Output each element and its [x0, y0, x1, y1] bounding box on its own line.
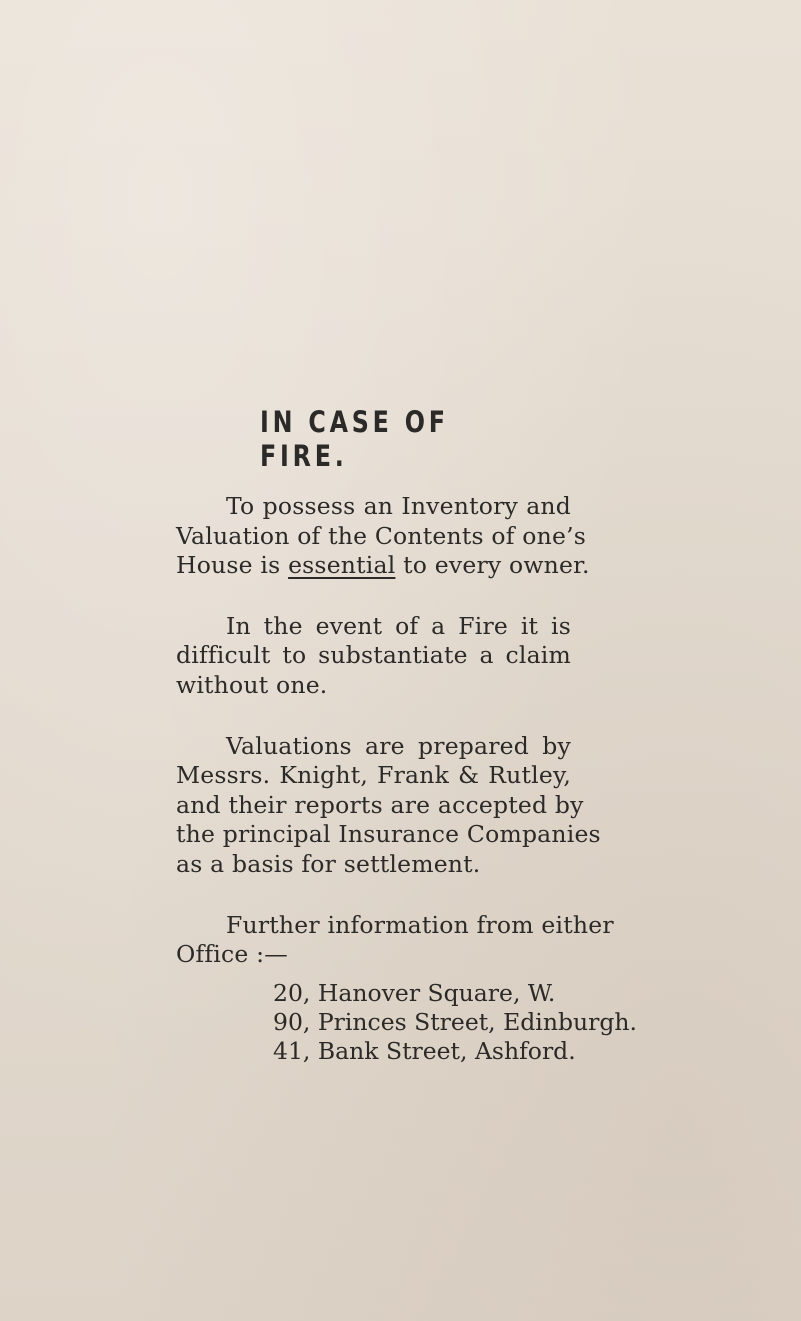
paragraph-fire-claim — [176, 612, 571, 701]
paragraph-valuations — [176, 731, 601, 880]
underlined-word: essential — [288, 551, 396, 580]
paragraph-further-info — [176, 910, 614, 970]
office-address: 90, Princes Street, Edinburgh. — [273, 1007, 638, 1036]
paragraph-line: Office :— — [176, 940, 288, 969]
paragraph-inventory — [176, 492, 590, 581]
paragraph-line: the principal Insurance Companies — [176, 820, 601, 849]
paragraph-line: Messrs. Knight, Frank & Rutley, — [176, 761, 571, 790]
paragraph-line: To possess an Inventory and — [226, 492, 571, 520]
paragraph-line: and their reports are accepted by — [176, 790, 584, 819]
paragraph-line: Valuation of the Contents of one’s — [176, 521, 587, 550]
office-address: 41, Bank Street, Ashford. — [273, 1036, 576, 1065]
paragraph-line: as a basis for settlement. — [176, 849, 481, 878]
text-span: to every owner. — [395, 551, 590, 580]
paragraph-line: In the event of a Fire it is — [226, 611, 571, 640]
office-address: 20, Hanover Square, W. — [273, 978, 556, 1007]
paragraph-line: Further information from either — [226, 910, 614, 939]
paragraph-line: without one. — [176, 670, 328, 699]
notice-content — [176, 405, 638, 1066]
text-span: House is — [176, 551, 289, 580]
paragraph-line: Valuations are prepared by — [226, 731, 571, 760]
paragraph-line — [176, 551, 590, 581]
paragraph-line: difficult to substantiate a claim — [176, 641, 571, 670]
notice-heading: IN CASE OF FIRE. — [260, 405, 449, 473]
office-addresses — [273, 978, 638, 1066]
